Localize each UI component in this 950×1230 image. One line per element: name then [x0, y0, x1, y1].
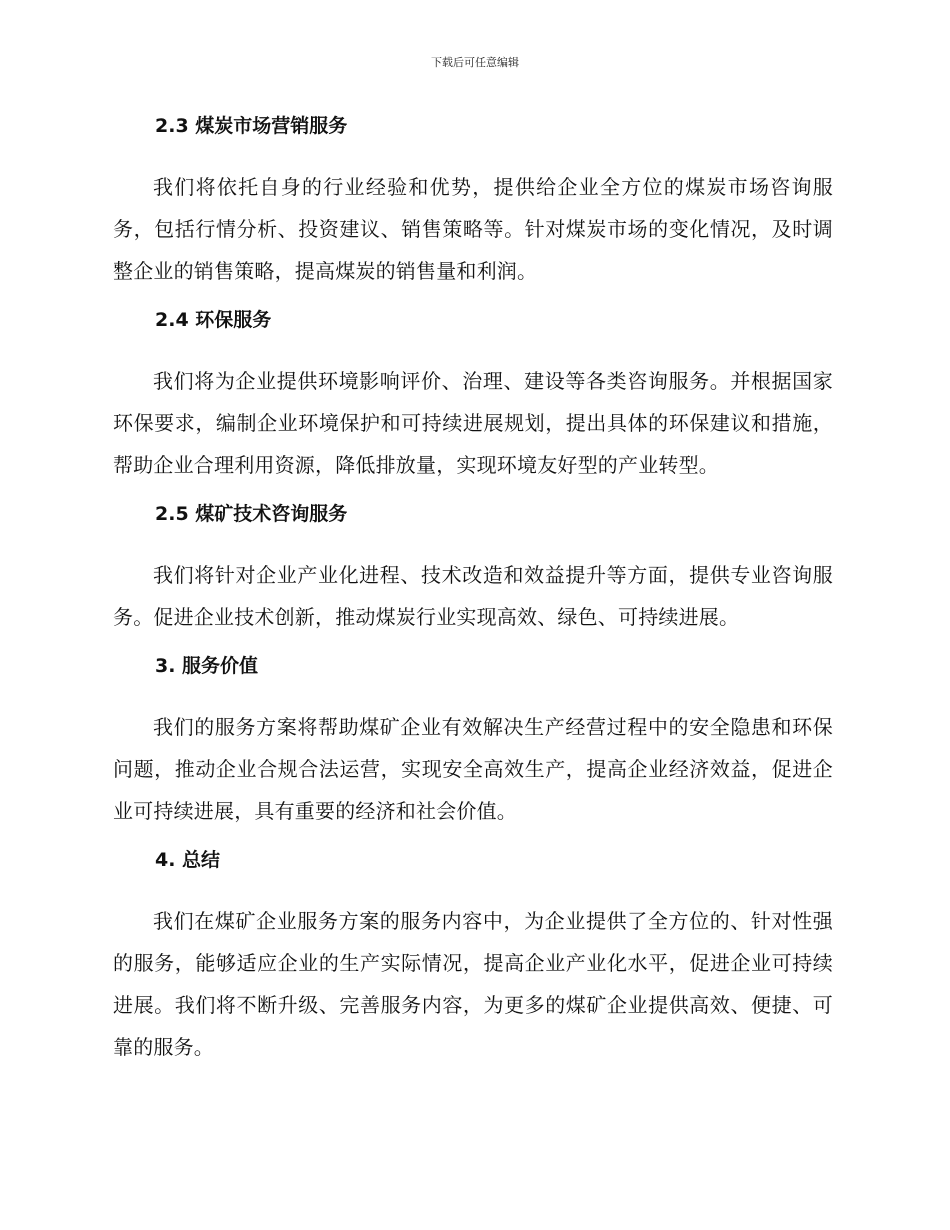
header-note: 下载后可任意编辑 — [431, 56, 519, 69]
section-heading-2-5: 2.5 煤矿技术咨询服务 — [155, 503, 348, 525]
section-paragraph-2-3: 我们将依托自身的行业经验和优势，提供给企业全方位的煤炭市场咨询服务，包括行情分析、投资建议、销售策略等。针对煤炭市场的变化情况，及时调整企业的销售策略，提高煤炭的销售量和利润。 — [113, 175, 833, 283]
section-paragraph-2-5: 我们将针对企业产业化进程、技术改造和效益提升等方面，提供专业咨询服务。促进企业技术创新，推动煤炭行业实现高效、绿色、可持续进展。 — [113, 563, 833, 629]
section-heading-4: 4. 总结 — [155, 849, 221, 871]
section-heading-2-3: 2.3 煤炭市场营销服务 — [155, 115, 348, 137]
document-body — [113, 110, 833, 1080]
section-paragraph-4: 我们在煤矿企业服务方案的服务内容中，为企业提供了全方位的、针对性强的服务，能够适应企业的生产实际情况，提高企业产业化水平，促进企业可持续进展。我们将不断升级、完善服务内容，为更多的煤矿企业提供高效、便捷、可靠的服务。 — [113, 909, 833, 1059]
section-heading-3: 3. 服务价值 — [155, 655, 259, 677]
section-paragraph-3: 我们的服务方案将帮助煤矿企业有效解决生产经营过程中的安全隐患和环保问题，推动企业合规合法运营，实现安全高效生产，提高企业经济效益，促进企业可持续进展，具有重要的经济和社会价值。 — [113, 715, 833, 823]
section-heading-2-4: 2.4 环保服务 — [155, 309, 272, 331]
section-paragraph-2-4: 我们将为企业提供环境影响评价、治理、建设等各类咨询服务。并根据国家环保要求，编制企业环境保护和可持续进展规划，提出具体的环保建议和措施，帮助企业合理利用资源，降低排放量，实现环境友好型的产业转型。 — [113, 369, 833, 477]
